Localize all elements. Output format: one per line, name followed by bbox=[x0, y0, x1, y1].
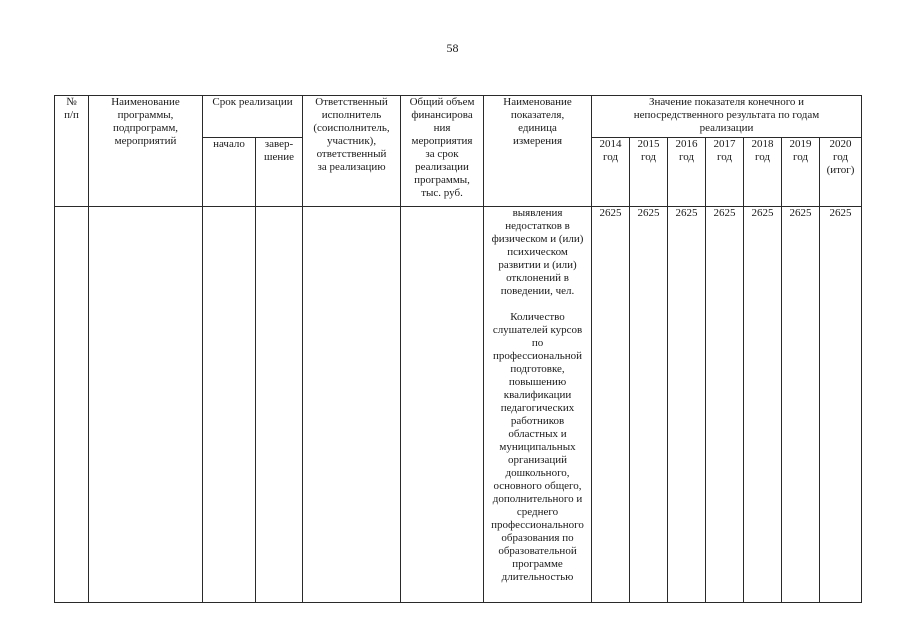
indicator-text-listeners: Количество слушателей курсов по профессиональной подготовке, повышению квалификации педагогических работников областных и муниципальных организаций дошкольного, основного общего, дополнительного и среднего профессионального образования по образовательной программе длительностью bbox=[491, 311, 584, 583]
header-program-name: Наименование программы, подпрограмм, мероприятий bbox=[89, 96, 203, 207]
cell-value-2019: 2625 bbox=[782, 207, 820, 603]
cell-value-2018: 2625 bbox=[744, 207, 782, 603]
header-num: № п/п bbox=[55, 96, 89, 207]
header-indicator-name: Наименование показателя, единица измерения bbox=[484, 96, 592, 207]
header-end: завер- шение bbox=[256, 138, 303, 207]
header-period: Срок реализации bbox=[203, 96, 303, 138]
header-year-2020: 2020 год (итог) bbox=[820, 138, 862, 207]
header-year-2014: 2014 год bbox=[592, 138, 630, 207]
header-year-2018: 2018 год bbox=[744, 138, 782, 207]
cell-value-2014: 2625 bbox=[592, 207, 630, 603]
header-year-2015: 2015 год bbox=[630, 138, 668, 207]
cell-num bbox=[55, 207, 89, 603]
header-funding: Общий объем финансирова ния мероприятия за срок реализации программы, тыс. руб. bbox=[401, 96, 484, 207]
cell-executor bbox=[303, 207, 401, 603]
indicators-table bbox=[54, 95, 862, 603]
header-year-2016: 2016 год bbox=[668, 138, 706, 207]
indicator-text-continued: выявления недостатков в физическом и (или) психическом развитии и (или) отклонений в поведении, чел. bbox=[491, 207, 584, 297]
header-year-2017: 2017 год bbox=[706, 138, 744, 207]
cell-value-2016: 2625 bbox=[668, 207, 706, 603]
cell-end bbox=[256, 207, 303, 603]
cell-program-name bbox=[89, 207, 203, 603]
header-executor: Ответственный исполнитель (соисполнитель, участник), ответственный за реализацию bbox=[303, 96, 401, 207]
page-number: 58 bbox=[446, 41, 459, 55]
cell-value-2020: 2625 bbox=[820, 207, 862, 603]
cell-start bbox=[203, 207, 256, 603]
header-indicator-values: Значение показателя конечного и непосредственного результата по годам реализации bbox=[592, 96, 862, 138]
header-year-2019: 2019 год bbox=[782, 138, 820, 207]
cell-funding bbox=[401, 207, 484, 603]
cell-indicator-name bbox=[484, 207, 592, 603]
table-row bbox=[55, 207, 862, 603]
cell-value-2015: 2625 bbox=[630, 207, 668, 603]
header-start: начало bbox=[203, 138, 256, 207]
cell-value-2017: 2625 bbox=[706, 207, 744, 603]
